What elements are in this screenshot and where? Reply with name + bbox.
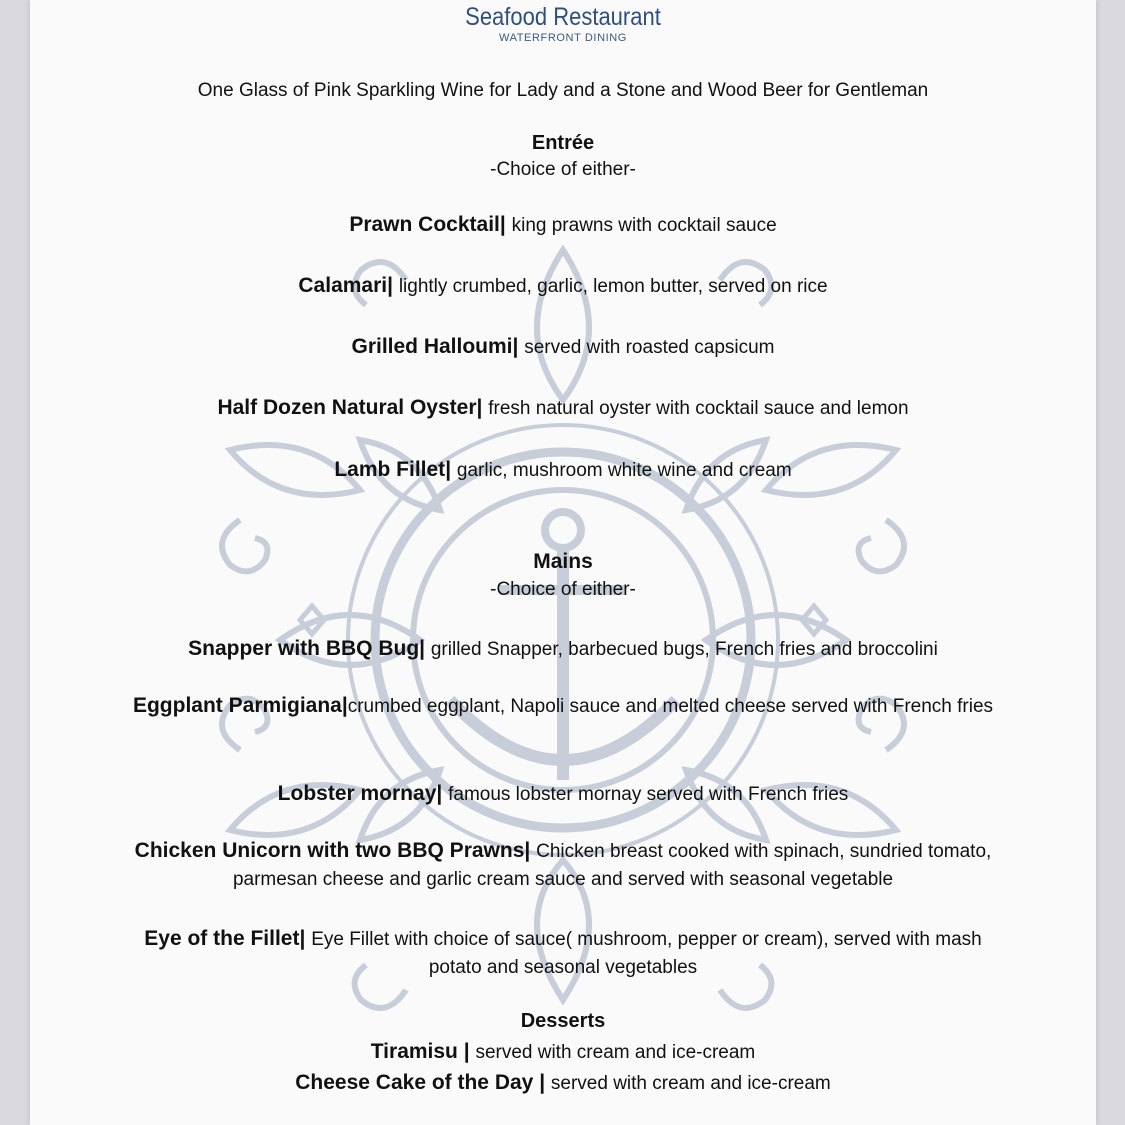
menu-item: [30, 925, 1096, 982]
item-description: Eye Fillet with choice of sauce( mushroom, pepper or cream), served with mash potato and seasonal vegetables: [311, 929, 982, 978]
item-separator: |: [419, 637, 431, 660]
item-name: Lamb Fillet: [334, 458, 446, 481]
menu-item: [30, 333, 1096, 362]
menu-item: [30, 780, 1096, 809]
item-separator: |: [436, 782, 449, 805]
item-name: Lobster mornay: [277, 782, 437, 805]
desserts-title: Desserts: [520, 1010, 606, 1032]
menu-item: [30, 1069, 1096, 1098]
item-separator: |: [512, 335, 525, 358]
item-description: served with cream and ice-cream: [550, 1073, 831, 1094]
restaurant-tagline: WATERFRONT DINING: [499, 32, 627, 44]
item-description: king prawns with cocktail sauce: [511, 215, 777, 236]
menu-item: [30, 456, 1096, 485]
item-name: Tiramisu: [370, 1040, 464, 1063]
item-separator: |: [445, 458, 457, 481]
item-separator: |: [299, 927, 312, 950]
item-name: Chicken Unicorn with two BBQ Prawns: [134, 839, 525, 862]
menu-item: [30, 211, 1096, 240]
item-name: Calamari: [298, 274, 388, 297]
item-separator: |: [524, 839, 537, 862]
menu-item: [30, 635, 1096, 664]
item-name: Eye of the Fillet: [144, 927, 300, 950]
item-separator: |: [499, 213, 512, 236]
menu-item: [30, 272, 1096, 301]
menu-item: [30, 1038, 1096, 1067]
item-separator: |: [539, 1071, 551, 1094]
menu-page: [30, 0, 1096, 1125]
item-description: grilled Snapper, barbecued bugs, French fries and broccolini: [430, 639, 938, 660]
entree-title: Entrée: [531, 132, 595, 154]
restaurant-name: Seafood Restaurant: [465, 3, 661, 31]
menu-item: [30, 394, 1096, 423]
item-description: lightly crumbed, garlic, lemon butter, served on rice: [398, 276, 828, 297]
item-description: served with cream and ice-cream: [475, 1042, 756, 1063]
item-separator: |: [476, 396, 489, 419]
item-description: Chicken breast cooked with spinach, sundried tomato, parmesan cheese and garlic cream sauce and served with seasonal vegetable: [232, 841, 992, 890]
menu-item: [30, 692, 1096, 721]
item-separator: |: [387, 274, 399, 297]
item-description: famous lobster mornay served with French fries: [448, 784, 849, 805]
item-description: fresh natural oyster with cocktail sauce and lemon: [488, 398, 909, 419]
mains-choice-note: -Choice of either-: [490, 579, 636, 600]
item-separator: |: [341, 694, 348, 717]
item-name: Prawn Cocktail: [349, 213, 500, 236]
entree-choice-note: -Choice of either-: [490, 159, 636, 180]
intro-text: One Glass of Pink Sparkling Wine for Lady and a Stone and Wood Beer for Gentleman: [197, 80, 929, 101]
item-name: Half Dozen Natural Oyster: [217, 396, 477, 419]
item-description: garlic, mushroom white wine and cream: [456, 460, 792, 481]
item-name: Eggplant Parmigiana: [132, 694, 342, 717]
item-name: Snapper with BBQ Bug: [188, 637, 420, 660]
item-description: served with roasted capsicum: [524, 337, 775, 358]
item-name: Grilled Halloumi: [351, 335, 513, 358]
mains-title: Mains: [533, 550, 593, 573]
item-name: Cheese Cake of the Day: [295, 1071, 540, 1094]
menu-item: [30, 837, 1096, 894]
item-separator: |: [463, 1040, 476, 1063]
item-description: crumbed eggplant, Napoli sauce and melted cheese served with French fries: [347, 696, 994, 717]
